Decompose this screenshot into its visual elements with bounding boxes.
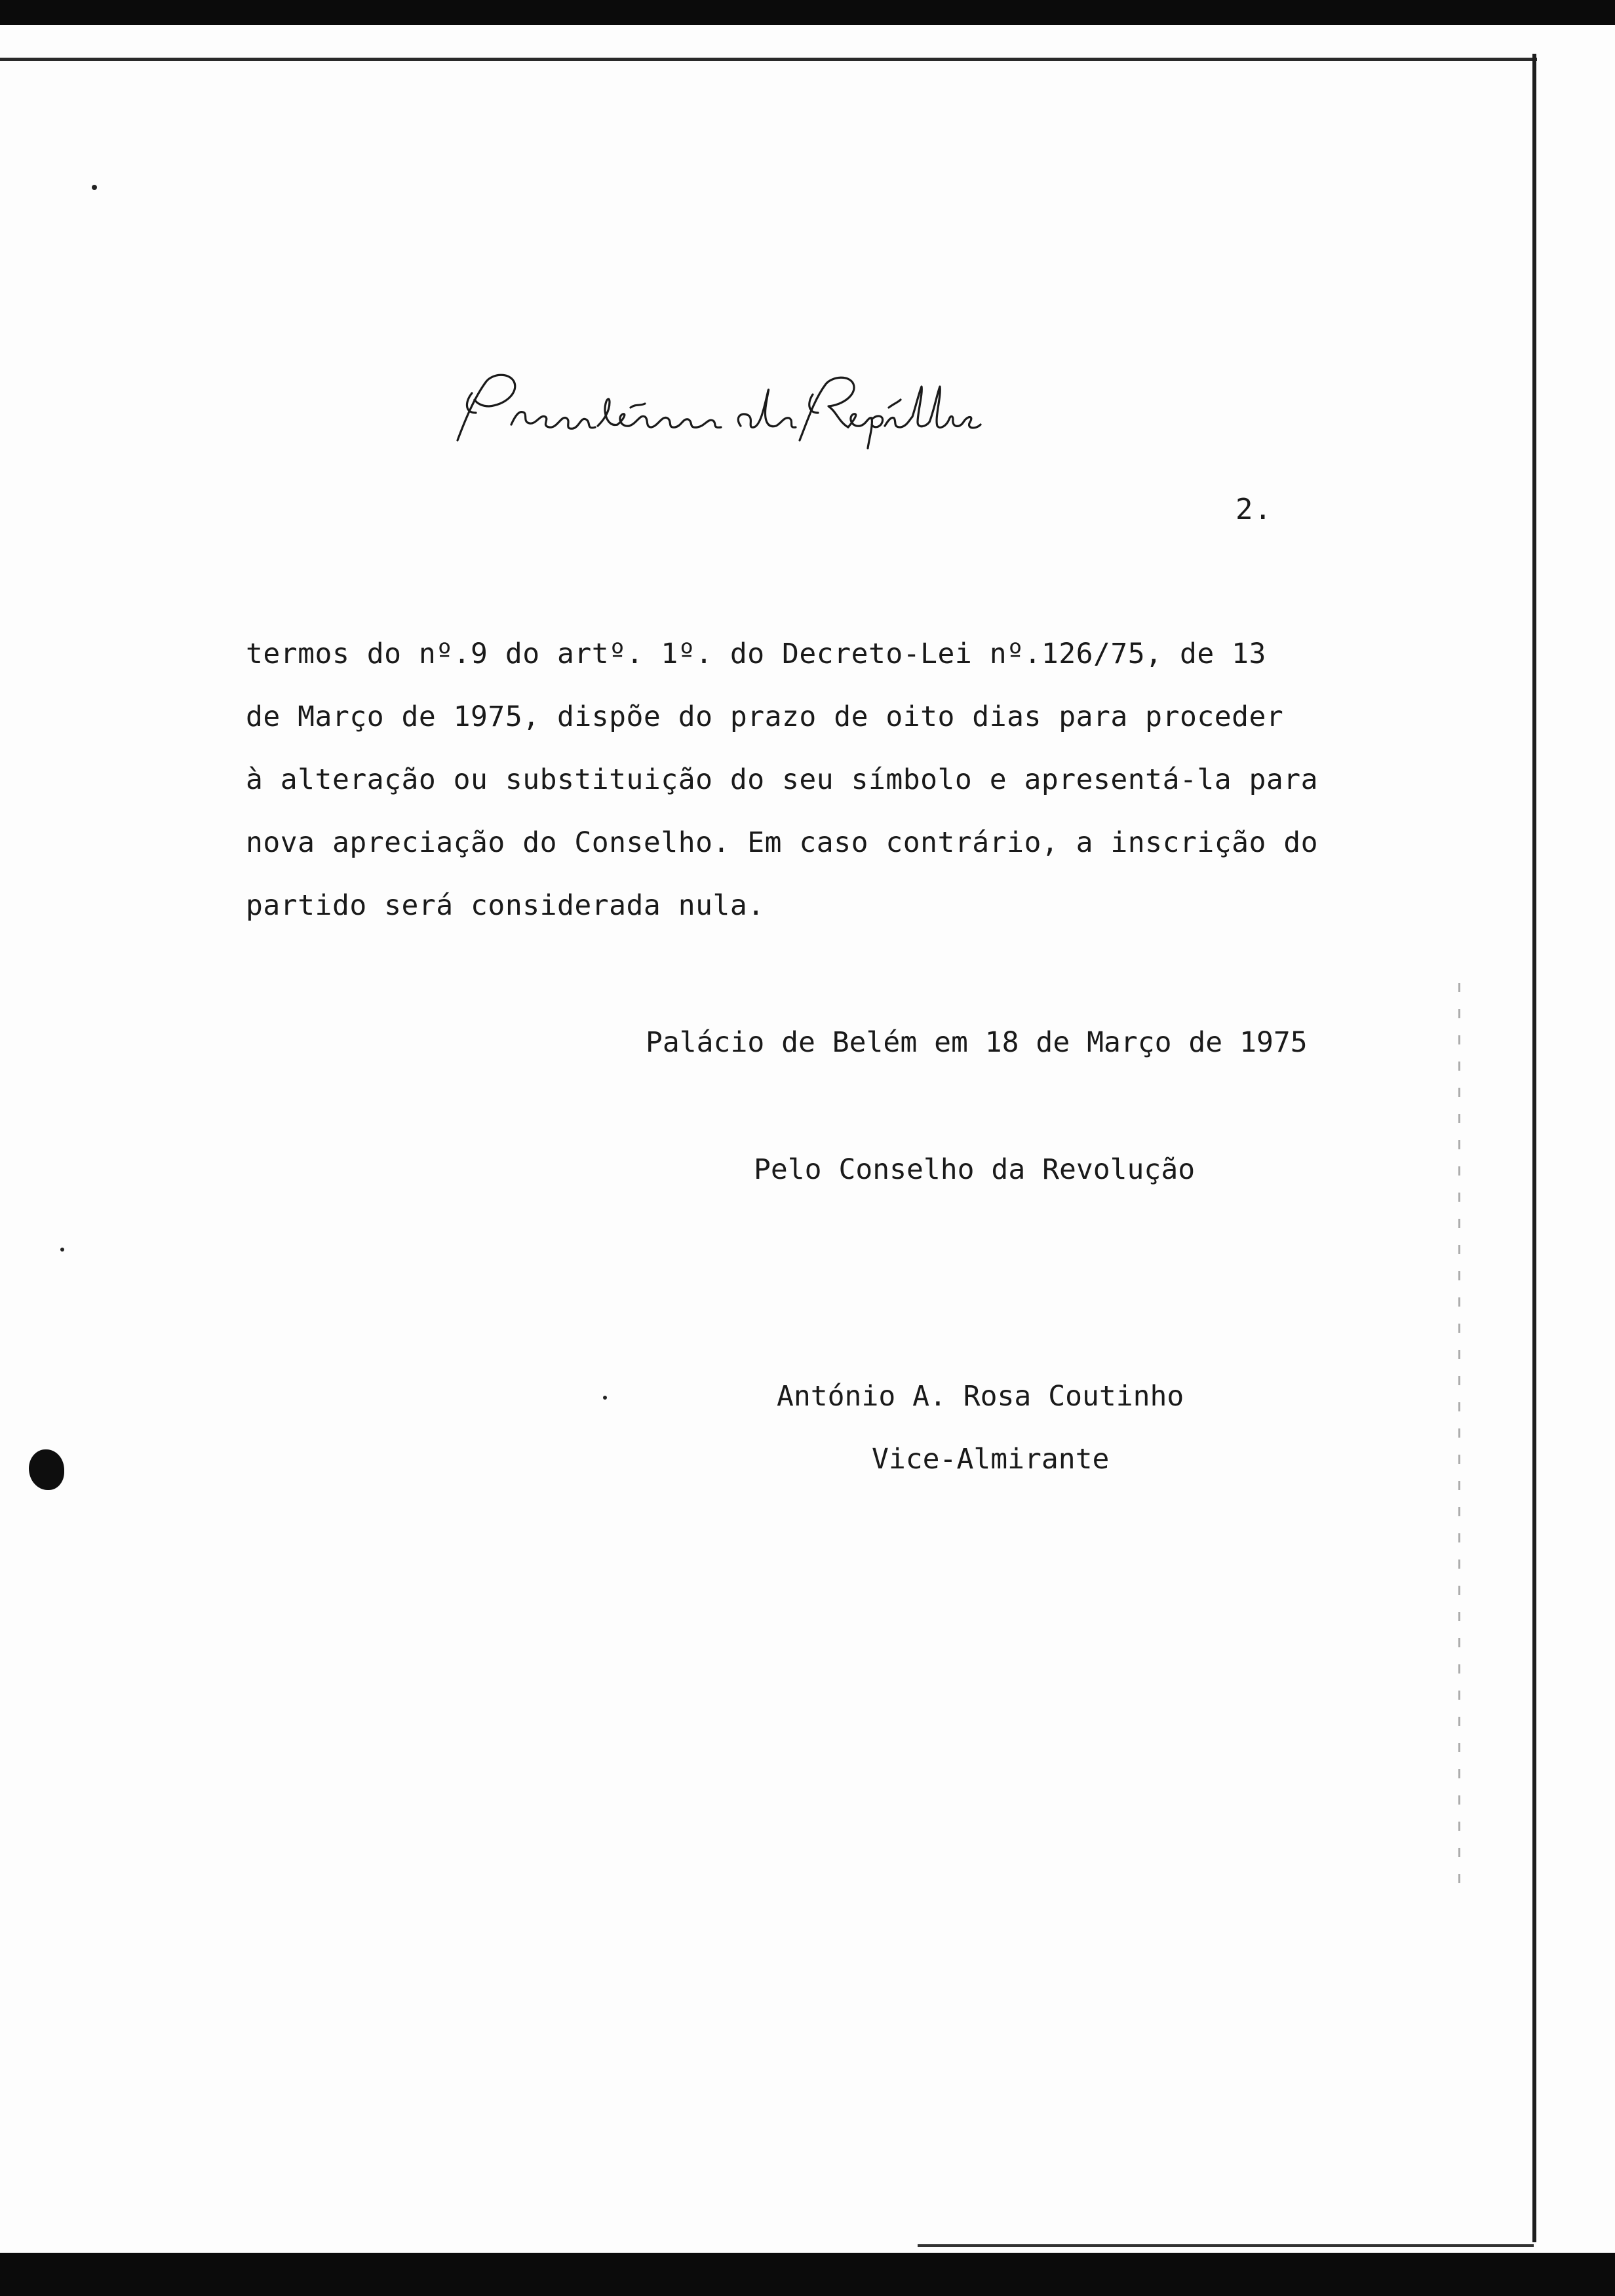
letterhead-script — [446, 367, 983, 459]
signatory-title: Vice-Almirante — [872, 1443, 1110, 1476]
scan-edge-line-bottom — [918, 2244, 1534, 2247]
page-number: 2. — [1236, 493, 1273, 526]
scan-border-bottom — [0, 2253, 1615, 2296]
body-line: termos do nº.9 do artº. 1º. do Decreto-Lei nº.126/75, de 13 — [246, 638, 1266, 670]
scan-border-top — [0, 0, 1615, 25]
scan-edge-line-right — [1532, 54, 1536, 2242]
body-line: partido será considerada nula. — [246, 889, 765, 922]
signatory-name: António A. Rosa Coutinho — [777, 1380, 1184, 1413]
body-line: de Março de 1975, dispõe do prazo de oito dias para proceder — [246, 700, 1284, 733]
scan-speck — [603, 1396, 607, 1400]
place-and-date: Palácio de Belém em 18 de Março de 1975 — [646, 1026, 1308, 1059]
scan-speck — [60, 1248, 64, 1252]
scan-edge-line-top — [0, 58, 1537, 61]
body-paragraph — [246, 622, 1399, 937]
body-line: à alteração ou substituição do seu símbolo e apresentá-la para — [246, 763, 1319, 796]
scan-noise-right — [1458, 983, 1460, 1900]
body-line: nova apreciação do Conselho. Em caso contrário, a inscrição do — [246, 826, 1319, 859]
ink-blot — [29, 1449, 64, 1490]
letterhead-script-graphic — [446, 367, 983, 459]
scan-speck — [92, 185, 97, 190]
issuing-council: Pelo Conselho da Revolução — [754, 1153, 1196, 1186]
